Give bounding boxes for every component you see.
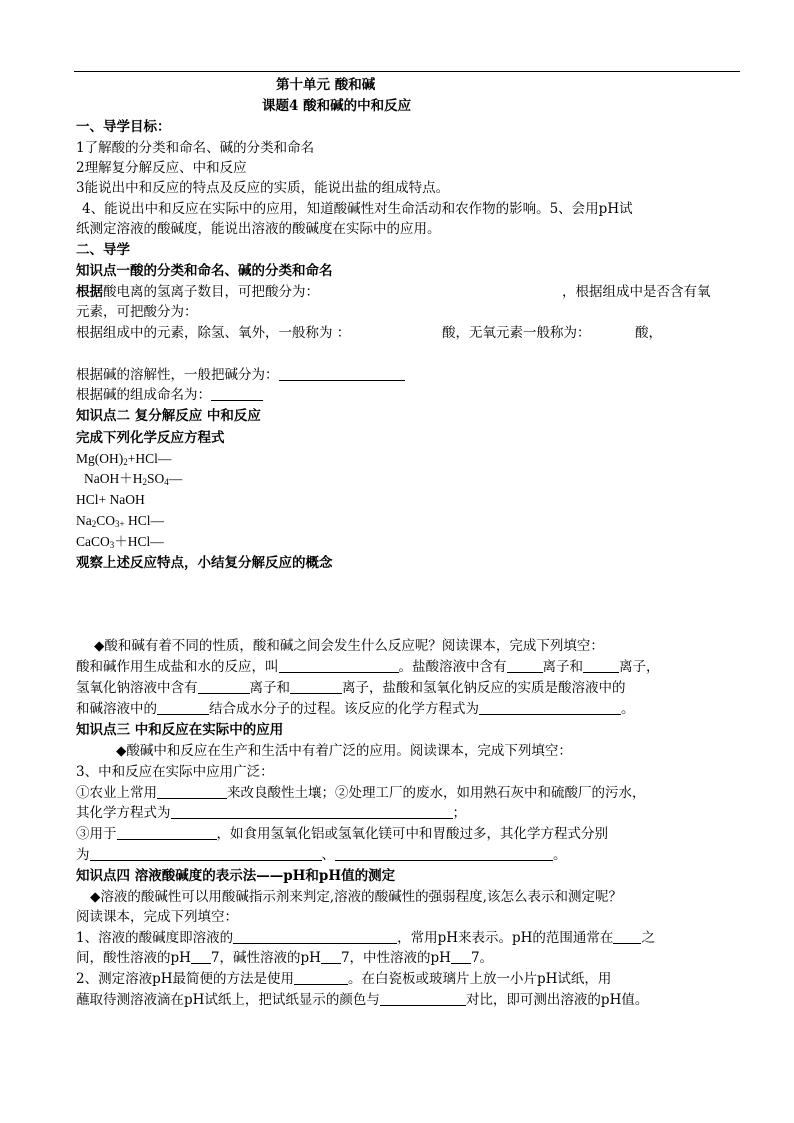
eq4-sub2: 3+	[115, 519, 125, 529]
section2-heading: 二、导学	[76, 242, 130, 258]
kp2-summary: 观察上述反应特点，小结复分解反应的概念	[76, 555, 333, 571]
kp4-l4b: 。在白瓷板或玻璃片上放一小片pH试纸，用	[348, 971, 612, 987]
kp4-l3c: 7，中性溶液的pH	[340, 950, 451, 966]
kp1-line2: 元素，可把酸分为：	[76, 304, 198, 320]
kp1-line3b: 酸，无氧元素一般称为：	[442, 325, 591, 341]
kp3-l4b: ，如食用氢氧化铝或氢氧化镁可中和胃酸过多，其化学方程式分别	[216, 826, 608, 842]
blank-base-ph[interactable]	[321, 949, 341, 964]
unit-title: 第十单元 酸和碱	[276, 77, 376, 93]
lesson-title: 课题4 酸和碱的中和反应	[262, 98, 412, 114]
kp4-line3	[76, 948, 493, 968]
blank-base-ion[interactable]	[157, 700, 209, 715]
eq2-a: NaOH＋H	[84, 471, 143, 486]
blank-hcl-ion-1[interactable]	[507, 658, 543, 673]
neut-l2c: 离子，盐酸和氢氧化钠反应的实质是酸溶液中的	[342, 680, 626, 696]
blank-acidity-degree[interactable]	[233, 929, 397, 944]
neut-l1d: 离子，	[619, 659, 660, 675]
kp3-l2a: ①农业上常用	[76, 785, 157, 801]
eq1-a: Mg(OH)	[76, 451, 124, 466]
blank-base-solubility[interactable]	[279, 366, 405, 381]
eq2-mid: SO	[147, 471, 165, 486]
kp3-l5c: 。	[553, 847, 567, 863]
top-rule	[74, 71, 740, 72]
eq4-mid: CO	[96, 513, 116, 528]
kp3-intro: ◆酸碱中和反应在生产和生活中有着广泛的应用。阅读课本，完成下列填空：	[116, 743, 572, 759]
eq2-sub2: 4	[164, 477, 169, 487]
kp4-l3a: 间，酸性溶液的pH	[76, 950, 191, 966]
kp4-l4a: 2、测定溶液pH最简便的方法是使用	[76, 971, 295, 987]
kp1-line4	[76, 365, 405, 385]
neut-l1c: 离子和	[542, 659, 583, 675]
kp1-line3a: 根据组成中的元素，除氢、氧外，一般称为 ：	[76, 325, 351, 341]
kp3-l4a: ③用于	[76, 826, 117, 842]
kp4-l2a: 1、溶液的酸碱度即溶液的	[76, 930, 234, 946]
kp4-title: 知识点四 溶液酸碱度的表示法——pH和pH值的测定	[76, 868, 396, 884]
neutralization-line1	[76, 657, 660, 677]
kp4-line4	[76, 969, 611, 989]
eq2-b: —	[168, 471, 183, 486]
blank-equation-aloh[interactable]	[90, 846, 322, 861]
kp4-l2c: 之	[641, 930, 655, 946]
kp3-line2	[76, 783, 646, 803]
goal-4b: 纸测定溶液的酸碱度，能说出溶液的酸碱度在实际中的应用。	[76, 221, 441, 237]
blank-hcl-ion-2[interactable]	[583, 658, 619, 673]
blank-soil-agent[interactable]	[157, 784, 227, 799]
kp3-line1: 3、中和反应在实际中应用广泛：	[76, 764, 274, 780]
eq4-a: Na	[76, 513, 92, 528]
neut-l2a: 氢氧化钠溶液中含有	[76, 680, 198, 696]
blank-base-naming[interactable]	[211, 386, 263, 401]
kp4-l5a: 蘸取待测溶液滴在pH试纸上，把试纸显示的颜色与	[76, 992, 380, 1008]
kp2-title: 知识点二 复分解反应 中和反应	[76, 408, 261, 424]
kp3-l3a: 其化学方程式为	[76, 805, 171, 821]
goal-2: 2理解复分解反应、中和反应	[76, 160, 247, 176]
kp1-line5-text: 根据碱的组成命名为：	[76, 387, 211, 403]
blank-ph-method[interactable]	[294, 970, 348, 985]
blank-color-chart[interactable]	[380, 991, 466, 1006]
kp4-line1: 阅读课本，完成下列填空：	[76, 909, 238, 925]
kp4-line2	[76, 928, 655, 948]
blank-medical-use[interactable]	[117, 825, 217, 840]
kp1-line1-bold: 根据	[76, 284, 103, 300]
kp3-l5b: 、	[321, 847, 335, 863]
kp3-l5a: 为	[76, 847, 90, 863]
goal-4a: 4、能说出中和反应在实际中的应用，知道酸碱性对生命活动和农作物的影响。5、会用pH试	[82, 201, 633, 217]
section1-heading: 一、导学目标：	[76, 119, 171, 135]
eq4-sub1: 2	[91, 519, 97, 529]
blank-wastewater-equation[interactable]	[171, 804, 453, 819]
goal-1: 1了解酸的分类和命名、碱的分类和命名	[76, 140, 315, 156]
neutralization-line3	[76, 699, 635, 719]
eq4-b: HCl—	[124, 513, 164, 528]
blank-naoh-ion-2[interactable]	[290, 679, 342, 694]
blank-acid-ph[interactable]	[191, 949, 211, 964]
neut-l1a: 酸和碱作用生成盐和水的反应，叫	[76, 659, 279, 675]
blank-neutral-ph[interactable]	[451, 949, 471, 964]
equation-3: HCl+ NaOH	[76, 492, 145, 507]
eq5-b: ＋HCl—	[114, 534, 164, 549]
kp4-l3d: 7。	[470, 950, 494, 966]
kp1-line1-b: ，根据组成中是否含有氧	[562, 284, 711, 300]
kp4-l5b: 对比，即可测出溶液的pH值。	[465, 992, 649, 1008]
neutralization-line2	[76, 678, 626, 698]
kp3-title: 知识点三 中和反应在实际中的应用	[76, 722, 284, 738]
equation-2	[84, 469, 182, 492]
kp1-line1-a: 酸电离的氢离子数目，可把酸分为：	[103, 284, 319, 300]
eq5-sub: 3	[109, 540, 115, 550]
eq1-b: +HCl—	[127, 451, 172, 466]
kp3-line3	[76, 803, 466, 823]
kp3-line4	[76, 824, 608, 844]
neut-l3c: 。	[621, 701, 635, 717]
blank-naoh-ion-1[interactable]	[198, 679, 250, 694]
eq1-sub: 2	[123, 457, 128, 467]
neut-l1b: 。盐酸溶液中含有	[398, 659, 507, 675]
blank-equation-mgoh[interactable]	[335, 846, 553, 861]
kp1-line4-text: 根据碱的溶解性，一般把碱分为：	[76, 367, 279, 383]
kp1-line5	[76, 385, 263, 405]
blank-ph-range[interactable]	[613, 929, 641, 944]
kp4-line5	[76, 990, 648, 1010]
neut-l2b: 离子和	[249, 680, 290, 696]
kp1-line1	[76, 282, 319, 302]
kp3-l3b: ；	[452, 805, 466, 821]
goal-3: 3能说出中和反应的特点及反应的实质，能说出盐的组成特点。	[76, 180, 450, 196]
blank-equation[interactable]	[479, 700, 621, 715]
kp2-subtitle: 完成下列化学反应方程式	[76, 430, 225, 446]
kp3-l2b: 来改良酸性土壤；②处理工厂的废水，如用熟石灰中和硫酸厂的污水，	[227, 785, 646, 801]
kp4-l3b: 7，碱性溶液的pH	[210, 950, 321, 966]
neut-l3b: 结合成水分子的过程。该反应的化学方程式为	[209, 701, 479, 717]
blank-neutralization[interactable]	[279, 658, 399, 673]
kp4-l2b: ，常用pH来表示。pH的范围通常在	[397, 930, 614, 946]
eq2-sub1: 2	[142, 477, 147, 487]
equation-5	[76, 532, 164, 555]
kp3-line5	[76, 845, 567, 865]
kp1-line3c: 酸，	[635, 325, 662, 341]
equation-4	[76, 511, 164, 534]
kp4-intro: ◆溶液的酸碱性可以用酸碱指示剂来判定,溶液的酸碱性的强弱程度,该怎么表示和测定呢？	[90, 889, 622, 905]
eq5-a: CaCO	[76, 534, 110, 549]
neutralization-intro: ◆酸和碱有着不同的性质，酸和碱之间会发生什么反应呢？阅读课本，完成下列填空：	[94, 638, 604, 654]
neut-l3a: 和碱溶液中的	[76, 701, 157, 717]
kp1-title: 知识点一酸的分类和命名、碱的分类和命名	[76, 263, 333, 279]
